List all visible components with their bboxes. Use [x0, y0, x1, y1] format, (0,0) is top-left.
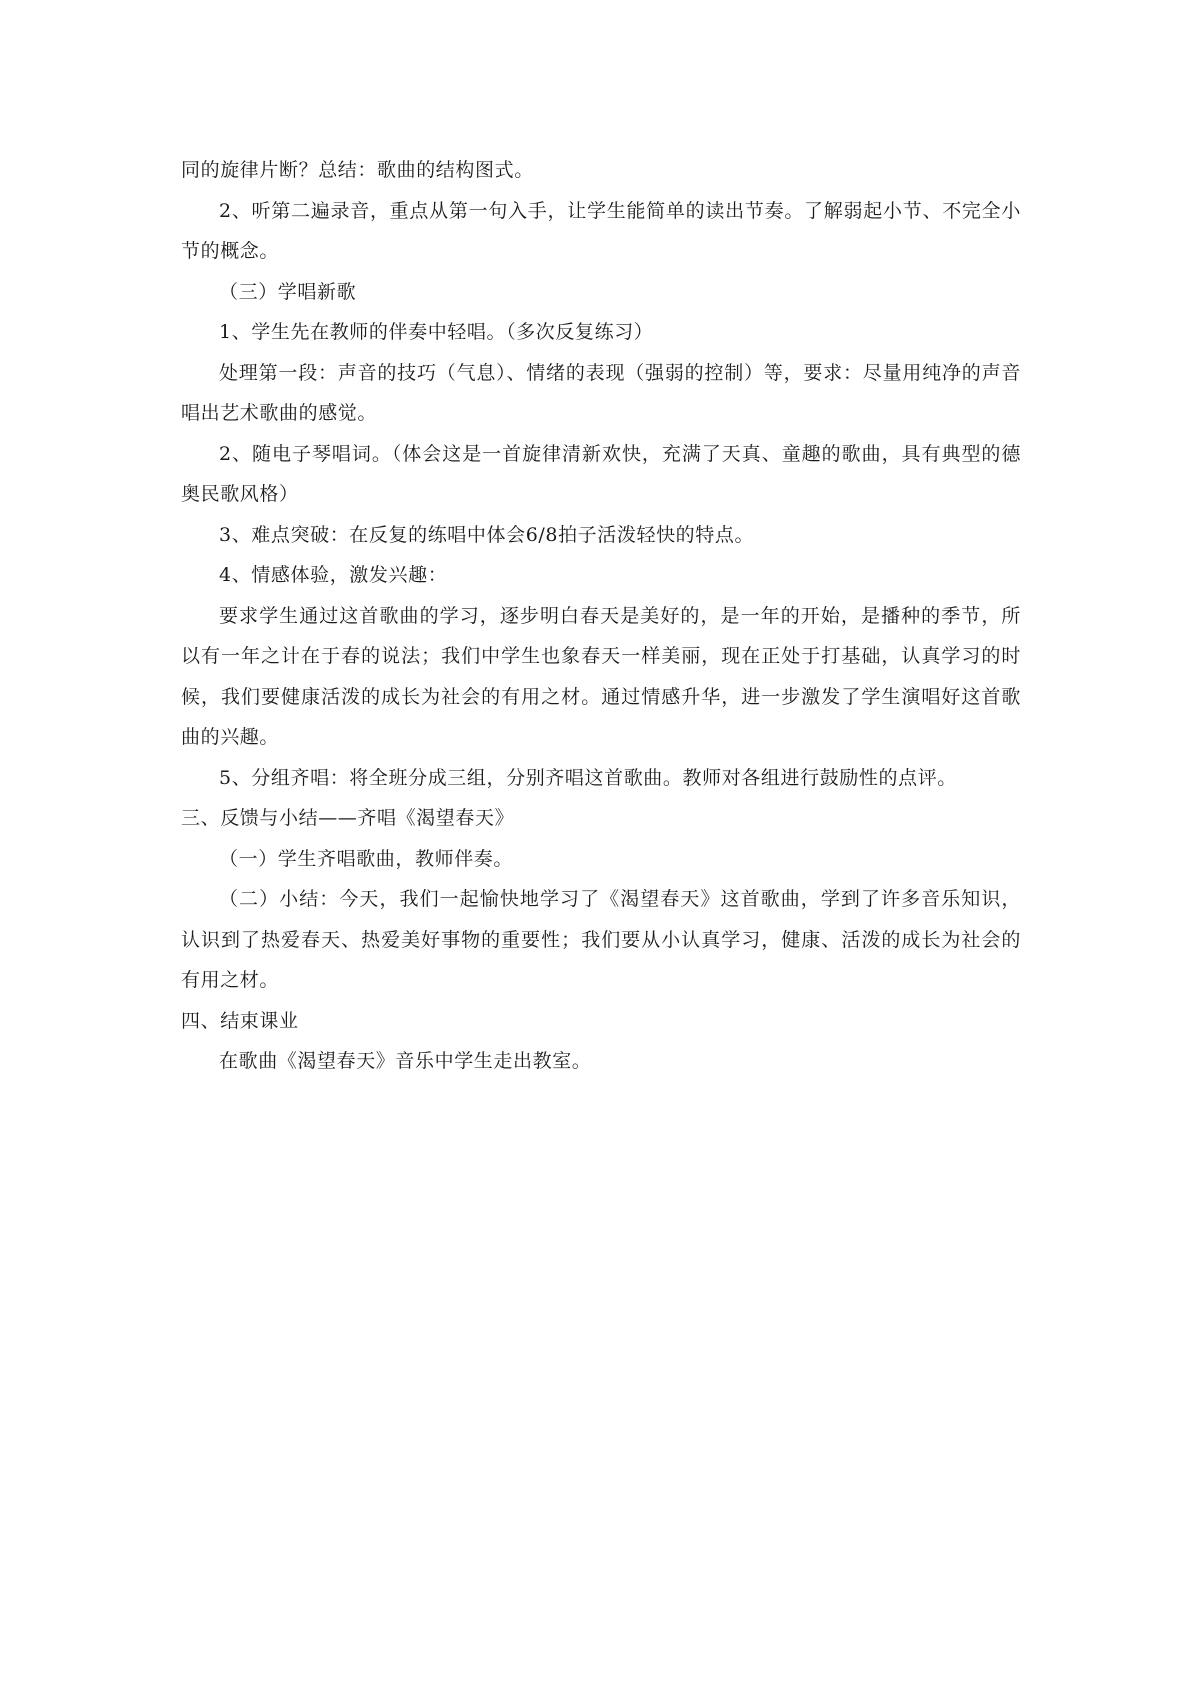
paragraph-difficulty: 3、难点突破：在反复的练唱中体会6/8拍子活泼轻快的特点。: [219, 523, 755, 546]
paragraph-melody-structure: 同的旋律片断？总结：歌曲的结构图式。: [181, 159, 534, 181]
paragraph-chorus: （一）学生齐唱歌曲，教师伴奏。: [219, 847, 514, 870]
paragraph-group-singing: 5、分组齐唱：将全班分成三组，分别齐唱这首歌曲。教师对各组进行鼓励性的点评。: [219, 766, 957, 789]
paragraph-leave-classroom: 在歌曲《渴望春天》音乐中学生走出教室。: [219, 1050, 592, 1072]
paragraph-summary: （二）小结：今天，我们一起愉快地学习了《渴望春天》这首歌曲，学到了许多音乐知识，认识到了热爱春天、热爱美好事物的重要性；我们要从小认真学习，健康、活泼的成长为社会的有用之材。: [181, 888, 1021, 991]
heading-feedback-summary: 三、反馈与小结——齐唱《渴望春天》: [181, 807, 515, 829]
paragraph-emotion-body: 要求学生通过这首歌曲的学习，逐步明白春天是美好的，是一年的开始，是播种的季节，所以有一年之计在于春的说法；我们中学生也象春天一样美丽，现在正处于打基础，认真学习的时候，我们要健康活泼的成长为社会的有用之材。通过情感升华，进一步激发了学生演唱好这首歌曲的兴趣。: [181, 604, 1021, 748]
heading-learn-new-song: （三）学唱新歌: [219, 280, 357, 303]
paragraph-first-section: 处理第一段：声音的技巧（气息）、情绪的表现（强弱的控制）等，要求：尽量用纯净的声音唱出艺术歌曲的感觉。: [181, 361, 1021, 424]
paragraph-soft-singing: 1、学生先在教师的伴奏中轻唱。（多次反复练习）: [219, 321, 654, 343]
paragraph-second-listening: 2、听第二遍录音，重点从第一句入手，让学生能简单的读出节奏。了解弱起小节、不完全小节的概念。: [181, 199, 1021, 262]
heading-end-class: 四、结束课业: [181, 1009, 299, 1032]
paragraph-keyboard-lyrics: 2、随电子琴唱词。（体会这是一首旋律清新欢快，充满了天真、童趣的歌曲，具有典型的德奥民歌风格）: [181, 442, 1021, 505]
paragraph-emotion-heading: 4、情感体验，激发兴趣：: [219, 564, 448, 586]
document-body: [181, 150, 1021, 1082]
